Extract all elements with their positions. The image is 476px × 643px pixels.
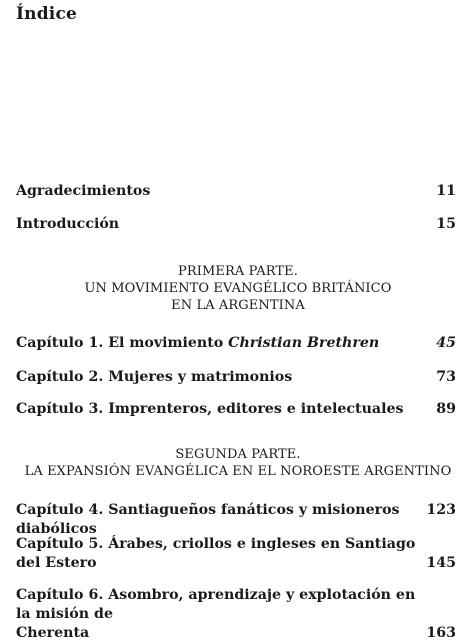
toc-entry-chapter-4 (16, 501, 456, 539)
toc-entry-label-italic: Christian Brethren (228, 335, 380, 351)
toc-entry-label: Capítulo 3. Imprenteros, editores e intelectuales (16, 401, 404, 417)
part-heading-line: UN MOVIMIENTO EVANGÉLICO BRITÁNICO (84, 281, 392, 296)
toc-entry-label-line-2: Cherenta (16, 625, 90, 641)
page-title: Índice (16, 4, 78, 24)
toc-entry-page: 163 (426, 625, 456, 641)
toc-entry-introduction (16, 215, 456, 234)
part-heading-line: PRIMERA PARTE. (178, 264, 298, 279)
toc-entry-acknowledgements (16, 182, 456, 201)
toc-entry-label: Capítulo 4. Santiagueños fanáticos y misioneros diabólicos (16, 502, 400, 537)
toc-entry-label-prefix: Capítulo 1. El movimiento (16, 335, 229, 351)
toc-entry-chapter-3 (16, 400, 456, 419)
part-heading-line: EN LA ARGENTINA (171, 298, 305, 313)
toc-entry-chapter-6 (16, 586, 456, 643)
toc-entry-page: 123 (426, 502, 456, 518)
toc-entry-page: 73 (436, 369, 456, 385)
part-heading-2 (0, 446, 476, 480)
toc-entry-chapter-2 (16, 368, 456, 387)
toc-entry-chapter-5 (16, 535, 456, 573)
part-heading-1 (0, 263, 476, 314)
toc-entry-page: 11 (436, 183, 456, 199)
part-heading-line: SEGUNDA PARTE. (175, 447, 301, 462)
toc-entry-page: 89 (436, 401, 456, 417)
toc-entry-label-line-2: del Estero (16, 555, 97, 571)
toc-entry-page: 45 (436, 335, 456, 351)
part-heading-line: LA EXPANSIÓN EVANGÉLICA EN EL NOROESTE ARGENTINO (24, 464, 452, 479)
toc-entry-label: Agradecimientos (16, 183, 151, 199)
toc-entry-page: 15 (436, 216, 456, 232)
toc-entry-label-line-1: Capítulo 6. Asombro, aprendizaje y explotación en la misión de (16, 587, 416, 622)
toc-entry-label: Introducción (16, 216, 120, 232)
toc-entry-page: 145 (426, 555, 456, 571)
toc-entry-chapter-1 (16, 334, 456, 353)
toc-entry-label-line-1: Capítulo 5. Árabes, criollos e ingleses en Santiago (16, 536, 416, 552)
toc-entry-label (16, 334, 456, 353)
toc-entry-label: Capítulo 2. Mujeres y matrimonios (16, 369, 293, 385)
